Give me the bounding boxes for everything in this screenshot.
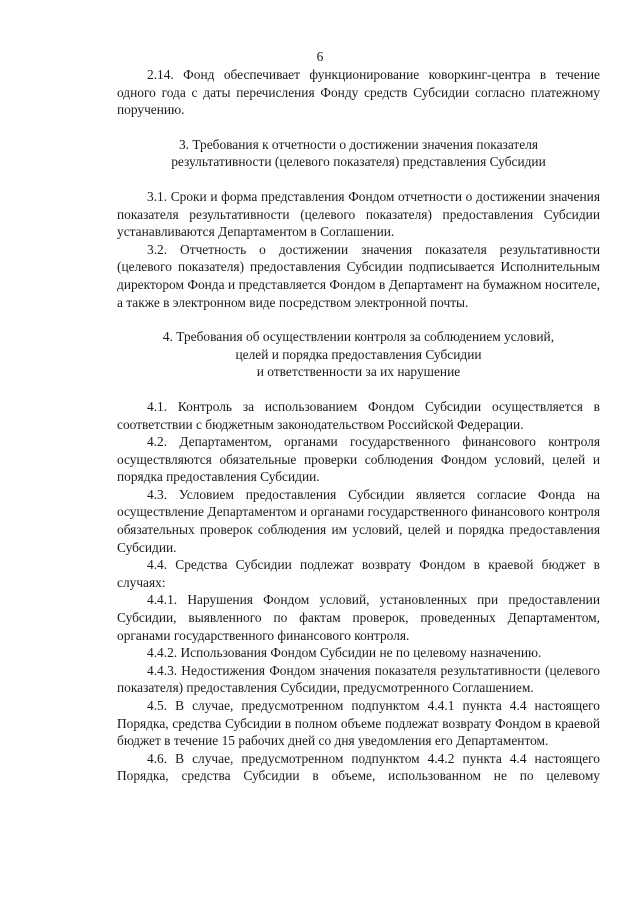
page-number: 6 — [316, 49, 324, 64]
paragraph-4-5: 4.5. В случае, предусмотренном подпунктом 4.4.1 пункта 4.4 настоящего Порядка, средства Субсидии в полном объеме подлежат возврату Фондом в краевой бюджет в течение 15 рабочих дней со дня уведомления его Департаментом. — [117, 698, 600, 749]
paragraph-4-4-3: 4.4.3. Недостижения Фондом значения показателя результативности (целевого показателя) предоставления Субсидии, предусмотренного Соглашением. — [117, 662, 600, 696]
section-3-heading — [117, 136, 600, 171]
section-3-heading-line-2: результативности (целевого показателя) представления Субсидии — [171, 154, 546, 170]
paragraph-3-2: 3.2. Отчетность о достижении значения показателя результативности (целевого показателя) предоставления Субсидии подписывается Исполнительным директором Фонда и представляется Фондом в Департамент на бумажном носителе, а также в электронном виде посредством электронной почты. — [117, 241, 600, 310]
section-4-heading-line-3: и ответственности за их нарушение — [256, 364, 461, 380]
paragraph-4-4-1: 4.4.1. Нарушения Фондом условий, установленных при предоставлении Субсидии, выявленного по фактам проверок, проведенных Департаментом, органами государственного финансового контроля. — [117, 592, 600, 643]
paragraph-4-4: 4.4. Средства Субсидии подлежат возврату Фондом в краевой бюджет в случаях: — [117, 557, 600, 590]
section-4-heading — [117, 328, 600, 381]
paragraph-4-2: 4.2. Департаментом, органами государственного финансового контроля осуществляются обязательные проверки соблюдения Фондом условий, целей и порядка предоставления Субсидии. — [117, 434, 600, 485]
paragraph-3-1: 3.1. Сроки и форма представления Фондом отчетности о достижении значения показателя результативности (целевого показателя) предоставления Субсидии устанавливаются Департаментом в Соглашении. — [117, 188, 600, 240]
section-3-heading-line-1: 3. Требования к отчетности о достижении значения показателя — [178, 136, 539, 152]
section-4-heading-line-2: целей и порядка предоставления Субсидии — [235, 346, 482, 362]
document-body — [117, 66, 600, 785]
paragraph-4-6: 4.6. В случае, предусмотренном подпунктом 4.4.2 пункта 4.4 настоящего Порядка, средства Субсидии в объеме, использованном не по целевому — [117, 750, 600, 784]
paragraph-4-1: 4.1. Контроль за использованием Фондом Субсидии осуществляется в соответствии с бюджетным законодательством Российской Федерации. — [117, 398, 600, 432]
paragraph-4-3: 4.3. Условием предоставления Субсидии является согласие Фонда на осуществление Департаментом и органами государственного финансового контроля обязательных проверок соблюдения им условий, целей и порядка предоставления Субсидии. — [117, 486, 600, 555]
section-4-heading-line-1: 4. Требования об осуществлении контроля за соблюдением условий, — [162, 329, 555, 345]
paragraph-4-4-2: 4.4.2. Использования Фондом Субсидии не по целевому назначению. — [147, 645, 542, 661]
paragraph-2-14: 2.14. Фонд обеспечивает функционирование коворкинг-центра в течение одного года с даты перечисления Фонду средств Субсидии согласно платежному поручению. — [117, 67, 600, 118]
